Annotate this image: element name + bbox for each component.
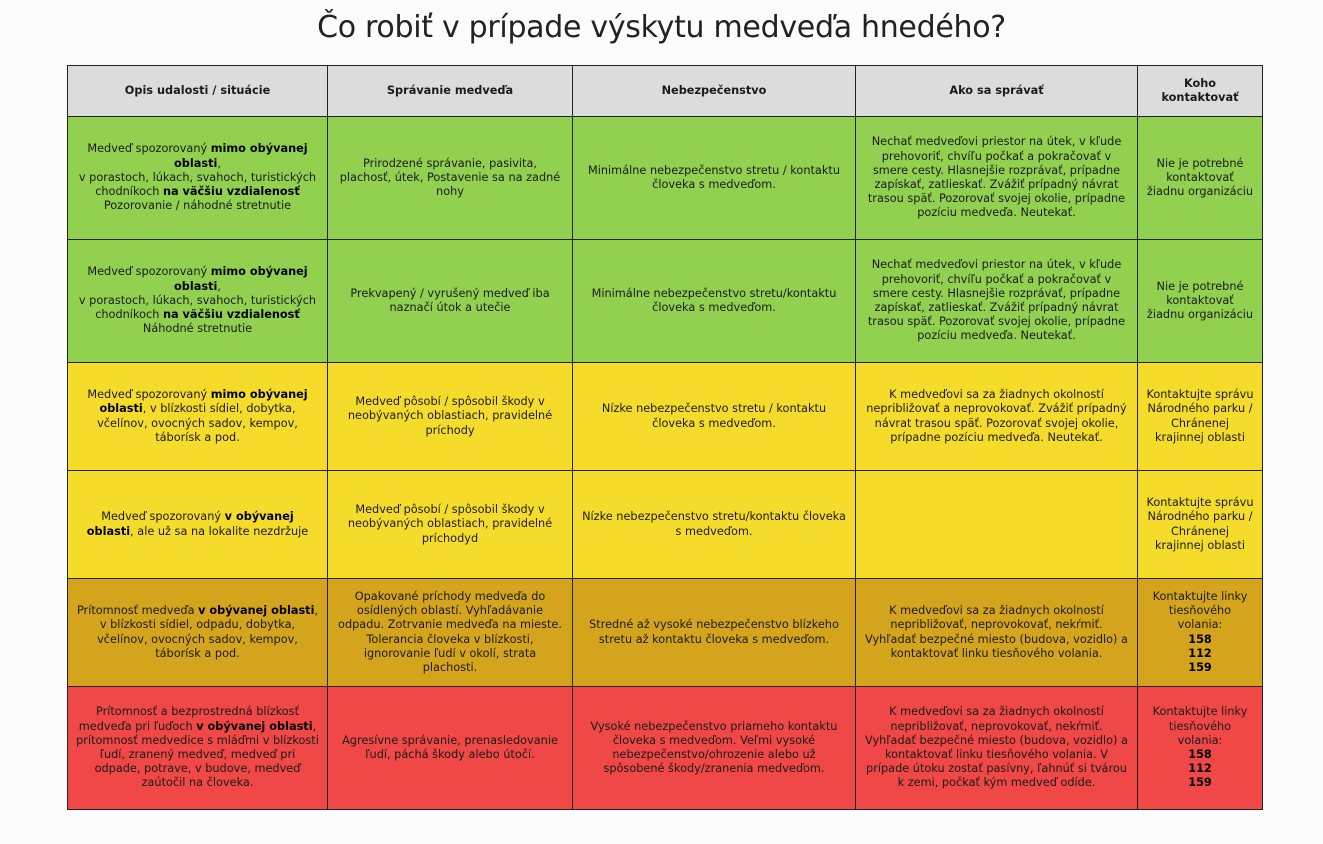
situation-cell: Medveď spozorovaný mimo obývanej oblasti, v porastoch, lúkach, svahoch, turistických chodníkoch na väčšiu vzdialenosť Náhodné stretnutie	[68, 240, 328, 363]
behavior-cell: Medveď pôsobí / spôsobil škody v neobývaných oblastiach, pravidelné príchodyd	[328, 471, 573, 579]
situation-cell: Prítomnosť medveďa v obývanej oblasti, v blízkosti sídiel, odpadu, dobytka, včelínov, ovocných sadov, kempov, táborísk a pod.	[68, 579, 328, 687]
header-danger: Nebezpečenstvo	[573, 66, 856, 117]
header-situation: Opis udalosti / situácie	[68, 66, 328, 117]
action-cell: K medveďovi sa za žiadnych okolností nepribližovať a neprovokovať. Zvážiť prípadný návrat trasou späť. Pozorovať svojej okolie, prípadne pozíciu medveďa. Neutekať.	[856, 363, 1138, 471]
danger-cell: Stredné až vysoké nebezpečenstvo blízkeho stretu až kontaktu človeka s medveďom.	[573, 579, 856, 687]
contact-cell: Kontaktujte správu Národného parku / Chránenej krajinnej oblasti	[1138, 363, 1263, 471]
situation-cell: Medveď spozorovaný mimo obývanej oblasti, v porastoch, lúkach, svahoch, turistických chodníkoch na väčšiu vzdialenosť Pozorovanie / náhodné stretnutie	[68, 117, 328, 240]
danger-cell: Nízke nebezpečenstvo stretu/kontaktu človeka s medveďom.	[573, 471, 856, 579]
table-row	[68, 240, 1263, 363]
table-body	[68, 117, 1263, 810]
header-behavior: Správanie medveďa	[328, 66, 573, 117]
header-contact: Koho kontaktovať	[1138, 66, 1263, 117]
danger-cell: Vysoké nebezpečenstvo priameho kontaktu človeka s medveďom. Veľmi vysoké nebezpečenstvo/ohrozenie alebo už spôsobené škody/zranenia medveďom.	[573, 687, 856, 810]
contact-cell: Kontaktujte linky tiesňového volania: 158 112 159	[1138, 687, 1263, 810]
bear-guidance-table	[67, 65, 1263, 810]
behavior-cell: Prirodzené správanie, pasivita, plachosť, útek, Postavenie sa na zadné nohy	[328, 117, 573, 240]
page-title: Čo robiť v prípade výskytu medveďa hnedého?	[317, 10, 1006, 45]
contact-cell: Kontaktujte správu Národného parku / Chránenej krajinnej oblasti	[1138, 471, 1263, 579]
behavior-cell: Medveď pôsobí / spôsobil škody v neobývaných oblastiach, pravidelné príchody	[328, 363, 573, 471]
behavior-cell: Opakované príchody medveďa do osídlených oblastí. Vyhľadávanie odpadu. Zotrvanie medveďa na mieste. Tolerancia človeka v blízkosti, ignorovanie ľudí v okolí, strata plachosti.	[328, 579, 573, 687]
contact-cell: Nie je potrebné kontaktovať žiadnu organizáciu	[1138, 117, 1263, 240]
action-cell: Nechať medveďovi priestor na útek, v kľude prehovoriť, chvíľu počkať a pokračovať v smere cesty. Hlasnejšie rozprávať, prípadne zapískať, zatlieskať. Zvážiť prípadný návrat trasou späť. Pozorovať svojej okolie, prípadne pozíciu medveďa. Neutekať.	[856, 240, 1138, 363]
table-row	[68, 117, 1263, 240]
table-header-row	[68, 66, 1263, 117]
danger-cell: Minimálne nebezpečenstvo stretu/kontaktu človeka s medveďom.	[573, 240, 856, 363]
contact-cell: Kontaktujte linky tiesňového volania: 158 112 159	[1138, 579, 1263, 687]
behavior-cell: Prekvapený / vyrušený medveď iba naznačí útok a utečie	[328, 240, 573, 363]
table-row	[68, 579, 1263, 687]
table-row	[68, 363, 1263, 471]
header-action: Ako sa správať	[856, 66, 1138, 117]
situation-cell: Prítomnosť a bezprostredná blízkosť medveďa pri ľuďoch v obývanej oblasti, prítomnosť medvedice s mláďmi v blízkosti ľudí, zranený medveď, medveď pri odpade, potrave, v budove, medveď zaútočil na človeka.	[68, 687, 328, 810]
action-cell: Nechať medveďovi priestor na útek, v kľude prehovoriť, chvíľu počkať a pokračovať v smere cesty. Hlasnejšie rozprávať, prípadne zapískať, zatlieskať. Zvážiť prípadný návrat trasou späť. Pozorovať svojej okolie, prípadne pozíciu medveďa. Neutekať.	[856, 117, 1138, 240]
table-row	[68, 687, 1263, 810]
situation-cell: Medveď spozorovaný mimo obývanej oblasti, v blízkosti sídiel, dobytka, včelínov, ovocných sadov, kempov, táborísk a pod.	[68, 363, 328, 471]
danger-cell: Nízke nebezpečenstvo stretu / kontaktu človeka s medveďom.	[573, 363, 856, 471]
action-cell: K medveďovi sa za žiadnych okolností nepribližovať, neprovokovať, nekŕmiť. Vyhľadať bezpečné miesto (budova, vozidlo) a kontaktovať linku tiesňového volania.	[856, 579, 1138, 687]
situation-cell: Medveď spozorovaný v obývanej oblasti, ale už sa na lokalite nezdržuje	[68, 471, 328, 579]
danger-cell: Minimálne nebezpečenstvo stretu / kontaktu človeka s medveďom.	[573, 117, 856, 240]
contact-cell: Nie je potrebné kontaktovať žiadnu organizáciu	[1138, 240, 1263, 363]
behavior-cell: Agresívne správanie, prenasledovanie ľudí, páchá škody alebo útočí.	[328, 687, 573, 810]
table-row	[68, 471, 1263, 579]
action-cell: K medveďovi sa za žiadnych okolností nepribližovať, neprovokovať, nekŕmiť. Vyhľadať bezpečné miesto (budova, vozidlo) a kontaktovať linku tiesňového volania. V prípade útoku zostať pasívny, ľahnúť si tvárou k zemi, počkať kým medveď odíde.	[856, 687, 1138, 810]
action-cell	[856, 471, 1138, 579]
